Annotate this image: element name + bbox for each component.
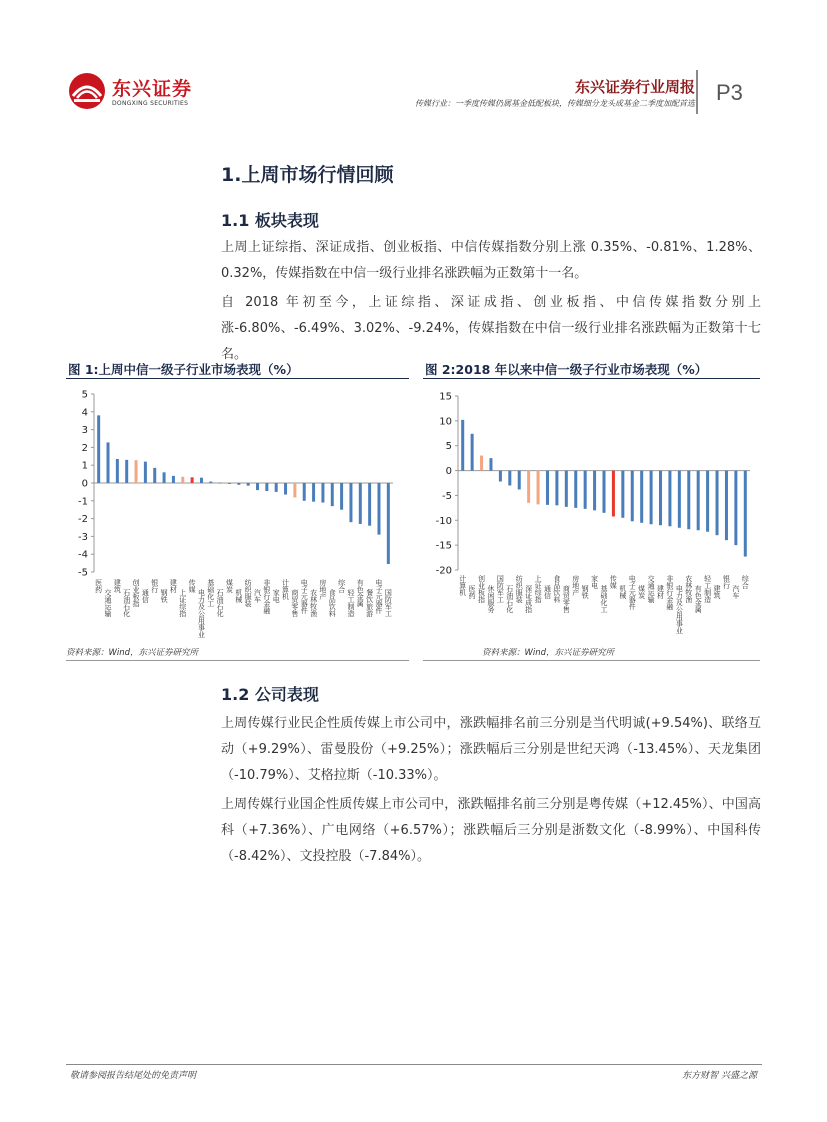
category-label: 石油石化 (505, 585, 514, 613)
category-label: 机械 (618, 585, 627, 599)
bar (584, 471, 587, 509)
category-label: 煤炭 (637, 585, 646, 599)
category-label: 计算机 (281, 579, 290, 600)
company-name-cn: 东兴证券 (112, 78, 193, 100)
category-label: 休闲服务 (486, 585, 495, 613)
category-label: 房地产 (571, 575, 580, 596)
category-label: 基础化工 (600, 585, 608, 613)
bar (275, 483, 278, 492)
bar (209, 482, 212, 483)
category-label: 国防军工 (384, 589, 393, 617)
company-name-en: DONGXING SECURITIES (112, 100, 189, 107)
category-label: 有色金属 (694, 585, 703, 613)
category-label: 综合 (741, 575, 750, 589)
bar (706, 471, 709, 532)
paragraph-ytd: 自 2018 年初至今，上证综指、深证成指、创业板指、中信传媒指数分别上涨-6.80%、-6.49%、3.02%、-9.24%，传媒指数在中信一级行业排名涨跌幅为正数第十七名。 (221, 295, 761, 362)
category-label: 钢铁 (160, 589, 169, 603)
bar (377, 483, 380, 535)
bar (527, 471, 530, 503)
report-subtitle: 传媒行业：一季度传媒仍属基金低配板块，传媒细分龙头成基金二季度加配首选 (415, 99, 695, 108)
bar (537, 471, 540, 505)
bar (744, 471, 747, 557)
bar (228, 483, 231, 484)
category-label: 建筑 (713, 585, 722, 599)
company-logo-icon (68, 72, 106, 110)
category-label: 汽车 (731, 585, 740, 599)
category-label: 机械 (234, 589, 243, 603)
bar (471, 434, 474, 471)
bar (247, 483, 250, 486)
bar (349, 483, 352, 522)
y-tick-label: -5 (442, 490, 452, 502)
bar (321, 483, 324, 503)
bar (303, 483, 306, 501)
bar (331, 483, 334, 506)
category-label: 创业板指 (477, 575, 486, 603)
bar (359, 483, 362, 524)
category-label: 非银行金融 (262, 579, 271, 614)
bar (191, 477, 194, 483)
category-label: 钢铁 (581, 585, 590, 599)
y-tick-label: 1 (81, 460, 88, 472)
category-label: 创业板指 (132, 579, 141, 607)
category-label: 建筑 (113, 579, 122, 593)
category-label: 电力及公用事业 (675, 585, 684, 634)
category-label: 食品饮料 (552, 575, 561, 603)
bar (631, 471, 634, 522)
figure2-bottom-rule (423, 660, 760, 661)
bar (135, 460, 138, 483)
bar (555, 471, 558, 506)
category-label: 上证综指 (178, 589, 187, 617)
bar (640, 471, 643, 523)
category-label: 煤炭 (225, 579, 234, 593)
y-tick-label: 15 (439, 391, 452, 403)
category-label: 交通运输 (104, 589, 113, 617)
category-label: 石油石化 (122, 589, 131, 617)
bar (574, 471, 577, 508)
bar (387, 483, 390, 564)
category-label: 农林牧渔 (684, 575, 693, 603)
bar (612, 471, 615, 517)
bar (312, 483, 315, 502)
bar (546, 471, 549, 505)
footer-disclaimer: 敬请参阅报告结尾处的免责声明 (70, 1071, 197, 1081)
report-title: 东兴证券行业周报 (574, 78, 695, 96)
bar (107, 442, 110, 483)
bar (508, 471, 511, 486)
bar (489, 458, 492, 470)
category-label: 银行 (722, 575, 731, 589)
bar (265, 483, 268, 491)
footer-divider (66, 1064, 762, 1065)
y-tick-label: -1 (78, 496, 88, 508)
header-divider (696, 70, 698, 114)
category-label: 纺织服装 (244, 579, 253, 607)
y-tick-label: 5 (445, 441, 452, 453)
bar (97, 415, 100, 483)
category-label: 上证综指 (534, 575, 543, 603)
bar (219, 483, 222, 484)
category-label: 建材 (169, 579, 178, 593)
category-label: 餐饮旅游 (365, 589, 374, 617)
y-tick-label: 4 (81, 407, 88, 419)
y-tick-label: -3 (78, 531, 88, 543)
y-tick-label: -4 (78, 549, 88, 561)
bar (163, 472, 166, 483)
y-tick-label: 5 (81, 389, 88, 401)
bar (716, 471, 719, 536)
bar (172, 476, 175, 483)
bar (340, 483, 343, 510)
bar (461, 420, 464, 471)
bar (621, 471, 624, 518)
y-tick-label: 10 (439, 416, 452, 428)
bar (593, 471, 596, 511)
bar (256, 483, 259, 490)
y-tick-label: 0 (445, 466, 452, 478)
bar (125, 460, 128, 483)
bar (565, 471, 568, 507)
bar (678, 471, 681, 528)
category-label: 纺织服装 (515, 575, 524, 603)
figure1-source: 资料来源：Wind，东兴证券研究所 (66, 648, 199, 658)
bar (499, 471, 502, 482)
y-tick-label: 2 (81, 442, 88, 454)
figure1-bottom-rule (66, 660, 409, 661)
category-label: 医药 (94, 579, 103, 593)
bar (659, 471, 662, 526)
bar (368, 483, 371, 526)
category-label: 综合 (337, 579, 346, 593)
category-label: 汽车 (253, 589, 262, 603)
y-tick-label: -5 (78, 567, 88, 579)
bar (650, 471, 653, 525)
y-tick-label: -10 (435, 515, 452, 527)
category-label: 医药 (468, 585, 477, 599)
bar (734, 471, 737, 546)
category-label: 通信 (141, 589, 150, 603)
y-tick-label: -15 (435, 540, 452, 552)
y-tick-label: -2 (78, 514, 88, 526)
category-label: 电子元器件 (300, 579, 309, 614)
bar (518, 471, 521, 490)
category-label: 房地产 (318, 579, 327, 600)
figure2-chart (418, 382, 762, 644)
category-label: 家电 (590, 575, 599, 589)
bar (116, 459, 119, 483)
y-tick-label: 3 (81, 425, 88, 437)
bar (200, 478, 203, 483)
bar (144, 462, 147, 483)
figure2-title: 图 2:2018 年以来中信一级子行业市场表现（%） (425, 362, 708, 377)
bar (237, 483, 240, 485)
footer-slogan: 东方财智 兴盛之源 (682, 1071, 757, 1081)
category-label: 农林牧渔 (309, 589, 318, 617)
category-label: 食品饮料 (328, 589, 337, 617)
category-label: 轻工制造 (346, 589, 355, 617)
category-label: 电子元器件 (374, 579, 383, 614)
category-label: 商贸零售 (562, 585, 571, 613)
category-label: 传媒 (188, 579, 197, 593)
category-label: 电力及公用事业 (197, 589, 206, 638)
section-title: 1.上周市场行情回顾 (221, 164, 394, 186)
bar (725, 471, 728, 541)
bar (480, 456, 483, 471)
category-label: 非银行金融 (665, 575, 674, 610)
category-label: 基础化工 (206, 579, 215, 607)
bar (284, 483, 287, 495)
figure2-title-rule (423, 378, 760, 379)
category-label: 计算机 (458, 575, 467, 596)
bar (153, 468, 156, 483)
bar (181, 477, 184, 483)
bar (687, 471, 690, 530)
category-label: 国防军工 (496, 575, 505, 603)
bar (293, 483, 296, 497)
category-label: 通信 (543, 585, 552, 599)
page-number: P3 (716, 80, 743, 105)
figure1-title-rule (66, 378, 409, 379)
y-tick-label: 0 (81, 478, 88, 490)
category-label: 有色金属 (356, 579, 365, 607)
category-label: 轻工制造 (703, 575, 712, 603)
category-label: 深证成指 (524, 585, 533, 613)
bar (668, 471, 671, 527)
category-label: 石油石化 (216, 589, 225, 617)
category-label: 商贸零售 (290, 589, 299, 617)
figure2-source: 资料来源：Wind，东兴证券研究所 (482, 648, 615, 658)
category-label: 银行 (150, 579, 159, 593)
y-tick-label: -20 (435, 565, 452, 577)
bar (602, 471, 605, 513)
paragraph-private-companies: 上周传媒行业民企性质传媒上市公司中，涨跌幅排名前三分别是当代明诚(+9.54%)、联络互动（+9.29%）、雷曼股份（+9.25%）；涨跌幅后三分别是世纪天鸿（-13.45%）、天龙集团（-10.79%）、艾格拉斯（-10.33%）。 (221, 716, 761, 783)
subsection-title-sector: 1.1 板块表现 (221, 211, 319, 230)
category-label: 家电 (272, 589, 281, 603)
category-label: 电子元器件 (628, 575, 637, 610)
figure1-title: 图 1:上周中信一级子行业市场表现（%） (68, 362, 299, 377)
category-label: 建材 (656, 585, 665, 599)
paragraph-state-companies: 上周传媒行业国企性质传媒上市公司中，涨跌幅排名前三分别是粤传媒（+12.45%）、中国高科（+7.36%）、广电网络（+6.57%）；涨跌幅后三分别是浙数文化（-8.99%）、中国科传（-8.42%）、文投控股（-7.84%）。 (221, 797, 761, 864)
figure1-chart (58, 382, 408, 644)
category-label: 交通运输 (647, 575, 656, 603)
subsection-title-company: 1.2 公司表现 (221, 685, 319, 704)
category-label: 传媒 (609, 575, 618, 589)
bar (697, 471, 700, 531)
paragraph-weekly: 上周上证综指、深证成指、创业板指、中信传媒指数分别上涨 0.35%、-0.81%、1.28%、0.32%，传媒指数在中信一级行业排名涨跌幅为正数第十一名。 (221, 240, 761, 281)
